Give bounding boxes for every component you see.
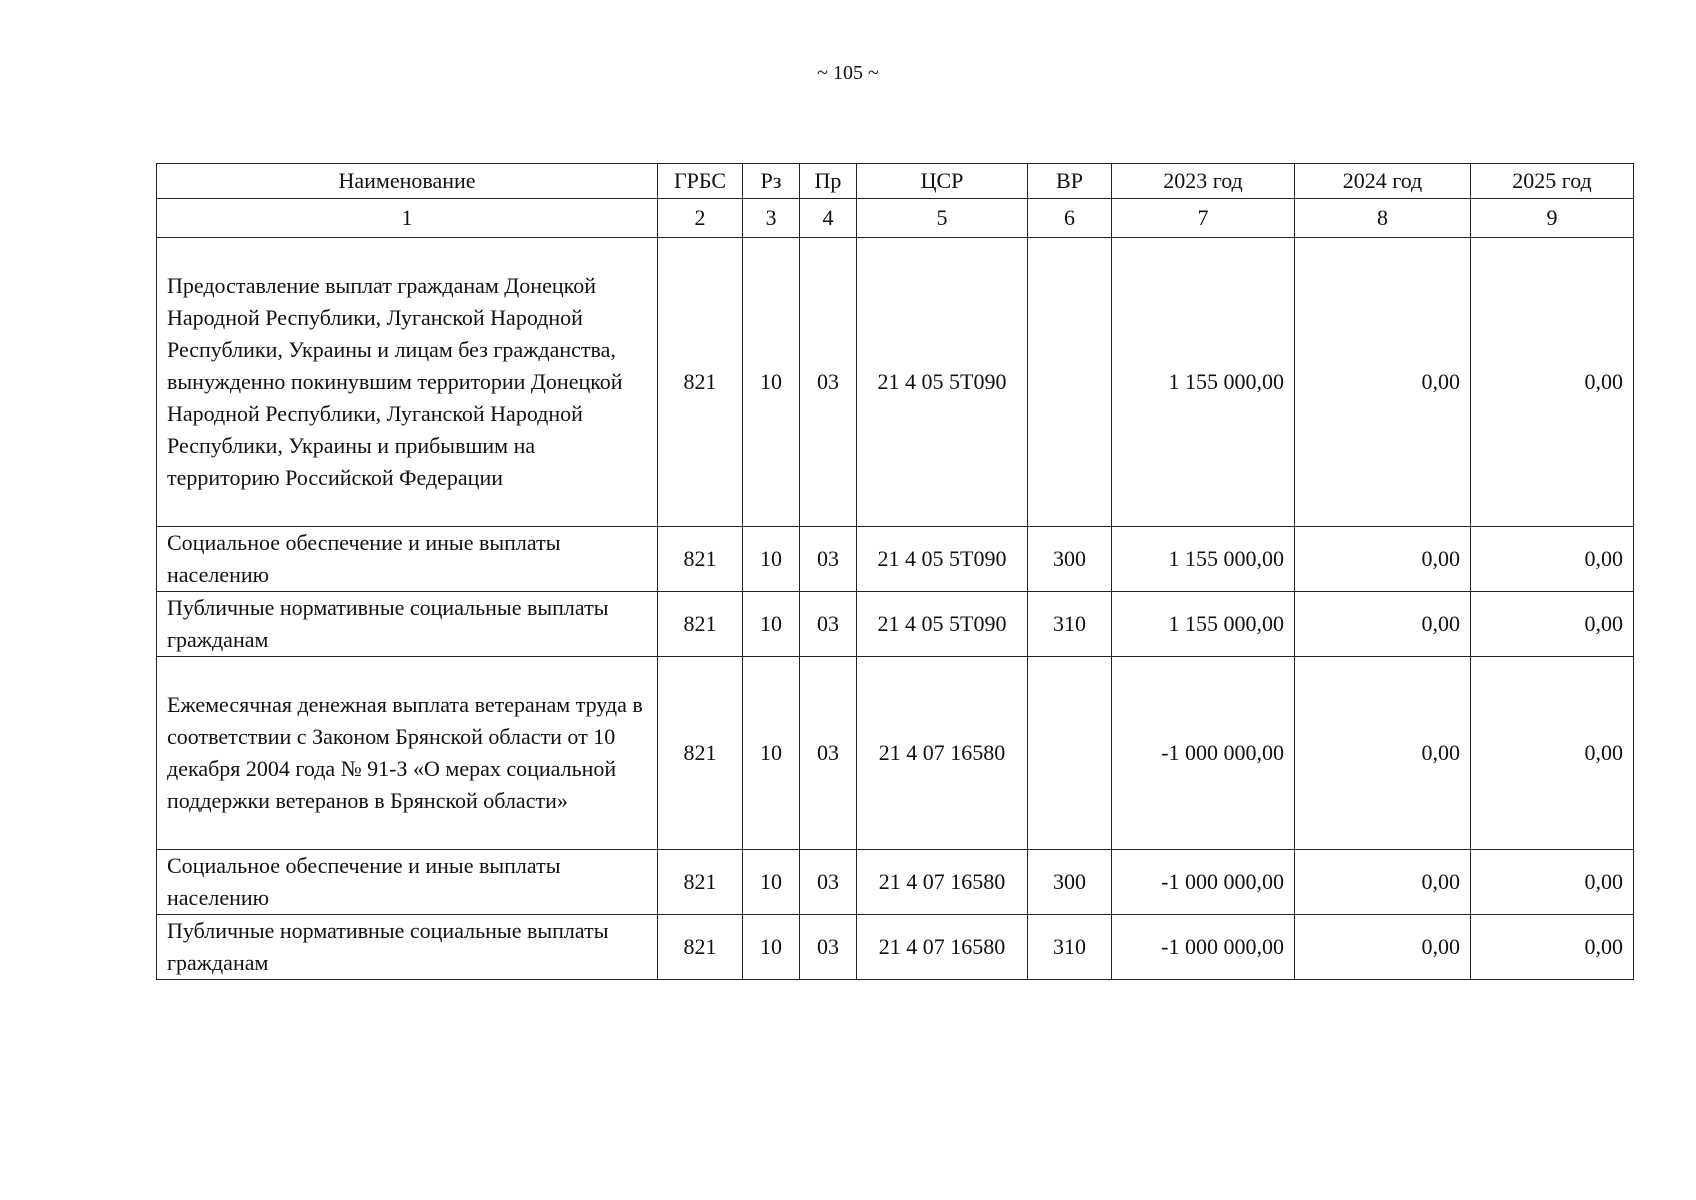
row-name: Социальное обеспечение и иные выплаты населению (157, 527, 658, 592)
row-vr: 300 (1028, 850, 1112, 915)
row-2024: 0,00 (1295, 657, 1471, 850)
row-pr: 03 (800, 238, 857, 527)
table-header-row (157, 164, 1634, 199)
row-pr: 03 (800, 527, 857, 592)
column-number: 6 (1028, 199, 1112, 238)
row-rz: 10 (743, 657, 800, 850)
row-name: Публичные нормативные социальные выплаты гражданам (157, 915, 658, 980)
row-name: Ежемесячная денежная выплата ветеранам труда в соответствии с Законом Брянской области от 10 декабря 2004 года № 91-З «О мерах социальной поддержки ветеранов в Брянской области» (157, 657, 658, 850)
row-2025: 0,00 (1471, 915, 1634, 980)
table-row (157, 657, 1634, 850)
row-2024: 0,00 (1295, 592, 1471, 657)
header-2023: 2023 год (1112, 164, 1295, 199)
column-number: 7 (1112, 199, 1295, 238)
row-2023: -1 000 000,00 (1112, 850, 1295, 915)
table-row (157, 592, 1634, 657)
row-vr: 310 (1028, 915, 1112, 980)
page-number: ~ 105 ~ (817, 62, 879, 84)
header-rz: Рз (743, 164, 800, 199)
row-2024: 0,00 (1295, 915, 1471, 980)
row-name: Публичные нормативные социальные выплаты гражданам (157, 592, 658, 657)
header-2025: 2025 год (1471, 164, 1634, 199)
column-number: 9 (1471, 199, 1634, 238)
row-vr (1028, 238, 1112, 527)
row-name: Социальное обеспечение и иные выплаты населению (157, 850, 658, 915)
header-grbs: ГРБС (658, 164, 743, 199)
row-grbs: 821 (658, 850, 743, 915)
row-2023: 1 155 000,00 (1112, 238, 1295, 527)
column-number: 8 (1295, 199, 1471, 238)
row-csr: 21 4 07 16580 (857, 850, 1028, 915)
row-2024: 0,00 (1295, 238, 1471, 527)
row-2025: 0,00 (1471, 238, 1634, 527)
row-vr: 310 (1028, 592, 1112, 657)
row-rz: 10 (743, 527, 800, 592)
column-number: 4 (800, 199, 857, 238)
column-number: 2 (658, 199, 743, 238)
header-vr: ВР (1028, 164, 1112, 199)
row-csr: 21 4 05 5Т090 (857, 592, 1028, 657)
table-row (157, 850, 1634, 915)
row-grbs: 821 (658, 527, 743, 592)
table-row (157, 527, 1634, 592)
row-pr: 03 (800, 915, 857, 980)
row-csr: 21 4 07 16580 (857, 915, 1028, 980)
header-2024: 2024 год (1295, 164, 1471, 199)
row-2025: 0,00 (1471, 592, 1634, 657)
row-rz: 10 (743, 592, 800, 657)
row-rz: 10 (743, 850, 800, 915)
table-row (157, 238, 1634, 527)
row-grbs: 821 (658, 238, 743, 527)
row-pr: 03 (800, 657, 857, 850)
column-number: 1 (157, 199, 658, 238)
row-rz: 10 (743, 238, 800, 527)
row-2025: 0,00 (1471, 527, 1634, 592)
budget-table (156, 163, 1634, 980)
row-2024: 0,00 (1295, 527, 1471, 592)
column-number: 3 (743, 199, 800, 238)
row-2025: 0,00 (1471, 850, 1634, 915)
row-csr: 21 4 05 5Т090 (857, 527, 1028, 592)
header-csr: ЦСР (857, 164, 1028, 199)
row-2025: 0,00 (1471, 657, 1634, 850)
row-grbs: 821 (658, 592, 743, 657)
row-pr: 03 (800, 592, 857, 657)
row-2023: -1 000 000,00 (1112, 657, 1295, 850)
row-2023: 1 155 000,00 (1112, 592, 1295, 657)
row-rz: 10 (743, 915, 800, 980)
row-csr: 21 4 07 16580 (857, 657, 1028, 850)
row-csr: 21 4 05 5Т090 (857, 238, 1028, 527)
row-2023: 1 155 000,00 (1112, 527, 1295, 592)
table-row (157, 915, 1634, 980)
header-name: Наименование (157, 164, 658, 199)
row-vr: 300 (1028, 527, 1112, 592)
row-2023: -1 000 000,00 (1112, 915, 1295, 980)
column-number-row (157, 199, 1634, 238)
row-grbs: 821 (658, 657, 743, 850)
row-2024: 0,00 (1295, 850, 1471, 915)
header-pr: Пр (800, 164, 857, 199)
row-name: Предоставление выплат гражданам Донецкой Народной Республики, Луганской Народной Республики, Украины и лицам без гражданства, вынужденно покинувшим территории Донецкой Народной Республики, Луганской Народной Республики, Украины и прибывшим на территорию Российской Федерации (157, 238, 658, 527)
column-number: 5 (857, 199, 1028, 238)
row-pr: 03 (800, 850, 857, 915)
row-vr (1028, 657, 1112, 850)
row-grbs: 821 (658, 915, 743, 980)
